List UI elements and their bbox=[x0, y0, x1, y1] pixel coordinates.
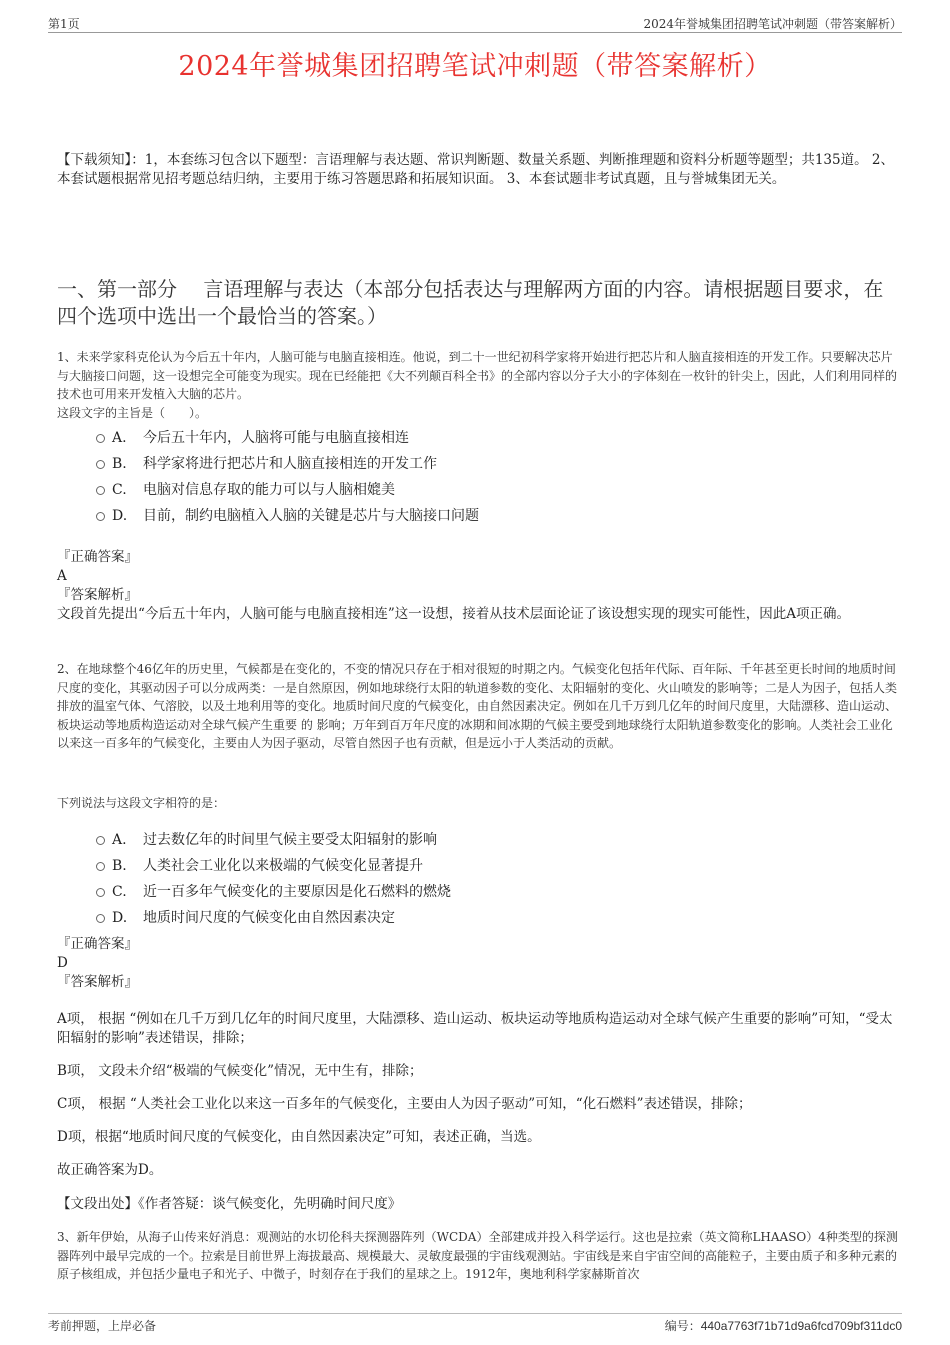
radio-button-icon[interactable] bbox=[96, 512, 105, 521]
option-d[interactable]: D. 目前，制约电脑植入人脑的关键是芯片与大脑接口问题 bbox=[96, 503, 896, 529]
radio-button-icon[interactable] bbox=[96, 434, 105, 443]
answer-label: 『正确答案』 bbox=[57, 936, 138, 952]
analysis-item-b: B项， 文段未介绍“极端的气候变化”情况，无中生有，排除； bbox=[57, 1063, 423, 1079]
question-2-prompt: 下列说法与这段文字相符的是： bbox=[57, 796, 226, 810]
passage-source: 【文段出处】《作者答疑：谈气候变化，先明确时间尺度》 bbox=[57, 1196, 402, 1212]
radio-button-icon[interactable] bbox=[96, 486, 105, 495]
analysis-item-d: D项，根据“地质时间尺度的气候变化，由自然因素决定”可知，表述正确，当选。 bbox=[57, 1129, 541, 1145]
analysis-label: 『答案解析』 bbox=[57, 587, 138, 603]
analysis-text: 文段首先提出“今后五十年内，人脑可能与电脑直接相连”这一设想，接着从技术层面论证了该设想实现的现实可能性，因此A项正确。 bbox=[57, 606, 851, 622]
question-2-options bbox=[96, 827, 896, 931]
analysis-item-c: C项， 根据 “人类社会工业化以来这一百多年的气候变化，主要由人为因子驱动”可知，“化石燃料”表述错误，排除； bbox=[57, 1096, 752, 1112]
option-a[interactable]: A. 今后五十年内，人脑将可能与电脑直接相连 bbox=[96, 425, 896, 451]
option-b[interactable]: B. 科学家将进行把芯片和人脑直接相连的开发工作 bbox=[96, 451, 896, 477]
option-d[interactable]: D. 地质时间尺度的气候变化由自然因素决定 bbox=[96, 905, 896, 931]
footer-slogan: 考前押题，上岸必备 bbox=[48, 1319, 157, 1333]
radio-button-icon[interactable] bbox=[96, 460, 105, 469]
radio-button-icon[interactable] bbox=[96, 836, 105, 845]
analysis-conclusion: 故正确答案为D。 bbox=[57, 1162, 163, 1178]
question-2-text: 2、在地球整个46亿年的历史里，气候都是在变化的，不变的情况只存在于相对很短的时期之内。气候变化包括年代际、百年际、千年甚至更长时间的地质时间尺度的变化，其驱动因子可以分成两类：一是自然原因，例如地球绕行太阳的轨道参数的变化、太阳辐射的变化、火山喷发的影响等；二是人为因子，包括人类排放的温室气体、气溶胶，以及土地利用等的变化。地质时间尺度的气候变化，由自然因素决定。例如在几千万到几亿年的时间尺度里，大陆漂移、造山运动、板块运动等地质构造运动对全球气候产生重要 的 影响；万年到百万年尺度的冰期和间冰期的气候主要受到地球绕行太阳轨道参数变化的影响。人类社会工业化以来这一百多年的气候变化，主要由人为因子驱动，尽管自然因子也有贡献，但是远小于人类活动的贡献。 bbox=[57, 662, 898, 751]
page-footer bbox=[48, 1313, 902, 1334]
question-1-answer-block bbox=[57, 548, 899, 624]
section-heading: 一、第一部分 言语理解与表达（本部分包括表达与理解两方面的内容。请根据题目要求，在四个选项中选出一个最恰当的答案。） bbox=[57, 277, 884, 328]
question-1-prompt: 这段文字的主旨是（ ）。 bbox=[57, 405, 208, 420]
header-doc-title: 2024年誉城集团招聘笔试冲刺题（带答案解析） bbox=[643, 17, 902, 31]
option-c[interactable]: C. 电脑对信息存取的能力可以与人脑相媲美 bbox=[96, 477, 896, 503]
document-title: 2024年誉城集团招聘笔试冲刺题（带答案解析） bbox=[178, 51, 772, 82]
radio-button-icon[interactable] bbox=[96, 914, 105, 923]
radio-button-icon[interactable] bbox=[96, 888, 105, 897]
question-2-answer-block bbox=[57, 935, 899, 992]
page-header bbox=[48, 12, 902, 33]
option-c[interactable]: C. 近一百多年气候变化的主要原因是化石燃料的燃烧 bbox=[96, 879, 896, 905]
question-1-options bbox=[96, 425, 896, 529]
answer-label: 『正确答案』 bbox=[57, 549, 138, 565]
analysis-item-a: A项， 根据 “例如在几千万到几亿年的时间尺度里，大陆漂移、造山运动、板块运动等地质构造运动对全球气候产生重要的影响”可知，“受太阳辐射的影响”表述错误，排除； bbox=[57, 1011, 893, 1046]
correct-answer: D bbox=[57, 955, 68, 971]
question-2 bbox=[57, 660, 899, 753]
question-3-text: 3、新年伊始，从海子山传来好消息：观测站的水切伦科夫探测器阵列（WCDA）全部建成并投入科学运行。这也是拉索（英文简称LHAASO）4种类型的探测器阵列中最早完成的一个。拉索是目前世界上海拔最高、规模最大、灵敏度最强的宇宙线观测站。宇宙线是来自宇宙空间的高能粒子，主要由质子和多种元素的原子核组成，并包括少量电子和光子、中微子，时刻存在于我们的星球之上。1912年，奥地利科学家赫斯首次 bbox=[57, 1230, 898, 1282]
correct-answer: A bbox=[57, 568, 67, 584]
option-b[interactable]: B. 人类社会工业化以来极端的气候变化显著提升 bbox=[96, 853, 896, 879]
question-3 bbox=[57, 1228, 899, 1284]
document-id: 编号：440a7763f71b71d9a6fcd709bf311dc0 bbox=[664, 1319, 902, 1333]
analysis-label: 『答案解析』 bbox=[57, 974, 138, 990]
download-notice: 【下载须知】：1，本套练习包含以下题型：言语理解与表达题、常识判断题、数量关系题、判断推理题和资料分析题等题型；共135道。 2、本套试题根据常见招考题总结归纳，主要用于练习答题思路和拓展知识面。 3、本套试题非考试真题，且与誉城集团无关。 bbox=[57, 152, 894, 187]
option-a[interactable]: A. 过去数亿年的时间里气候主要受太阳辐射的影响 bbox=[96, 827, 896, 853]
question-1 bbox=[57, 348, 899, 422]
page-number: 第1页 bbox=[48, 17, 80, 31]
question-1-text: 1、未来学家科克伦认为今后五十年内，人脑可能与电脑直接相连。他说，到二十一世纪初科学家将开始进行把芯片和人脑直接相连的开发工作。只要解决芯片与大脑接口问题，这一设想完全可能变为现实。现在已经能把《大不列颠百科全书》的全部内容以分子大小的字体刻在一枚针的针尖上，因此，人们利用同样的技术也可用来开发植入大脑的芯片。 bbox=[57, 350, 898, 402]
radio-button-icon[interactable] bbox=[96, 862, 105, 871]
